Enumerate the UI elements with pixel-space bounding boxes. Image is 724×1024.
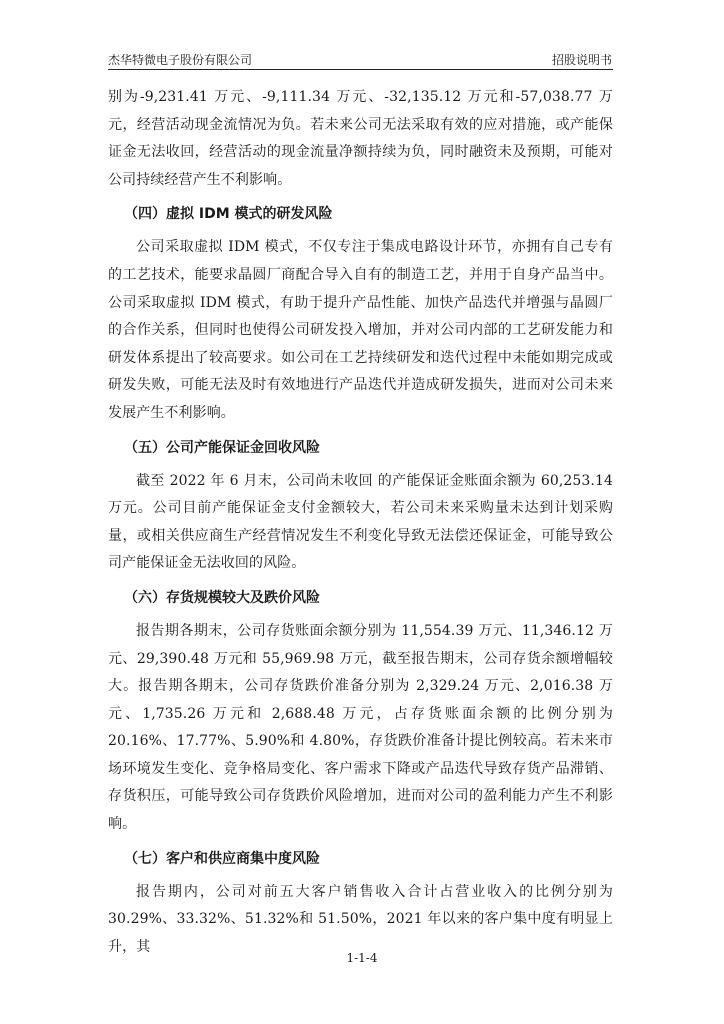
paragraph-capacity-deposit-risk: 截至 2022 年 6 月末，公司尚未收回 的产能保证金账面余额为 60,253.14 万元。公司目前产能保证金支付金额较大，若公司未来采购量未达到计划采购量，或相关供应商生产经营情况发生不利变化导致无法偿还保证金，可能导致公司产能保证金无法收回的风险。 [108, 472, 613, 572]
heading-virtual-idm-risk: （四）虚拟 IDM 模式的研发风险 [124, 206, 333, 223]
heading-inventory-risk: （六）存货规模较大及跌价风险 [124, 589, 320, 606]
header-company-name: 杰华特微电子股份有限公司 [108, 53, 253, 67]
header-document-type: 招股说明书 [551, 53, 612, 67]
heading-concentration-risk: （七）客户和供应商集中度风险 [124, 850, 320, 867]
document-body [108, 84, 613, 961]
page-number: 1-1-4 [346, 951, 378, 965]
paragraph-cash-flow-continued: 别为-9,231.41 万元、-9,111.34 万元、-32,135.12 万元和-57,038.77 万元，经营活动现金流情况为负。若未来公司无法采取有效的应对措施，或产能保证金无法收回，经营活动的现金流量净额持续为负，同时融资未及预期，可能对公司持续经营产生不利影响。 [108, 89, 613, 188]
paragraph-virtual-idm-risk: 公司采取虚拟 IDM 模式，不仅专注于集成电路设计环节，亦拥有自己专有的工艺技术，能要求晶圆厂商配合导入自有的制造工艺，并用于自身产品当中。公司采取虚拟 IDM 模式，有助于提升产品性能、加快产品迭代并增强与晶圆厂的合作关系，但同时也使得公司研发投入增加，并对公司内部的工艺研发能力和研发体系提出了较高要求。如公司在工艺持续研发和迭代过程中未能如期完成或研发失败，可能无法及时有效地进行产品迭代并造成研发损失，进而对公司未来发展产生不利影响。 [108, 239, 613, 421]
heading-capacity-deposit-risk: （五）公司产能保证金回收风险 [124, 439, 320, 456]
header-divider [108, 69, 613, 70]
paragraph-concentration-risk: 报告期内，公司对前五大客户销售收入合计占营业收入的比例分别为 30.29%、33.32%、51.32%和 51.50%，2021 年以来的客户集中度有明显上升，其 [108, 883, 613, 955]
paragraph-inventory-risk: 报告期各期末，公司存货账面余额分别为 11,554.39 万元、11,346.12 万元、29,390.48 万元和 55,969.98 万元，截至报告期末，公司存货余额增幅较大。报告期各期末，公司存货跌价准备分别为 2,329.24 万元、2,016.38 万元、1,735.26 万元和 2,688.48 万元，占存货账面余额的比例分别为 20.16%、17.77%、5.90%和 4.80%，存货跌价准备计提比例较高。若未来市场环境发生变化、竞争格局变化、客户需求下降或产品迭代导致存货产品滞销、存货积压，可能导致公司存货跌价风险增加，进而对公司的盈利能力产生不利影响。 [108, 622, 613, 833]
